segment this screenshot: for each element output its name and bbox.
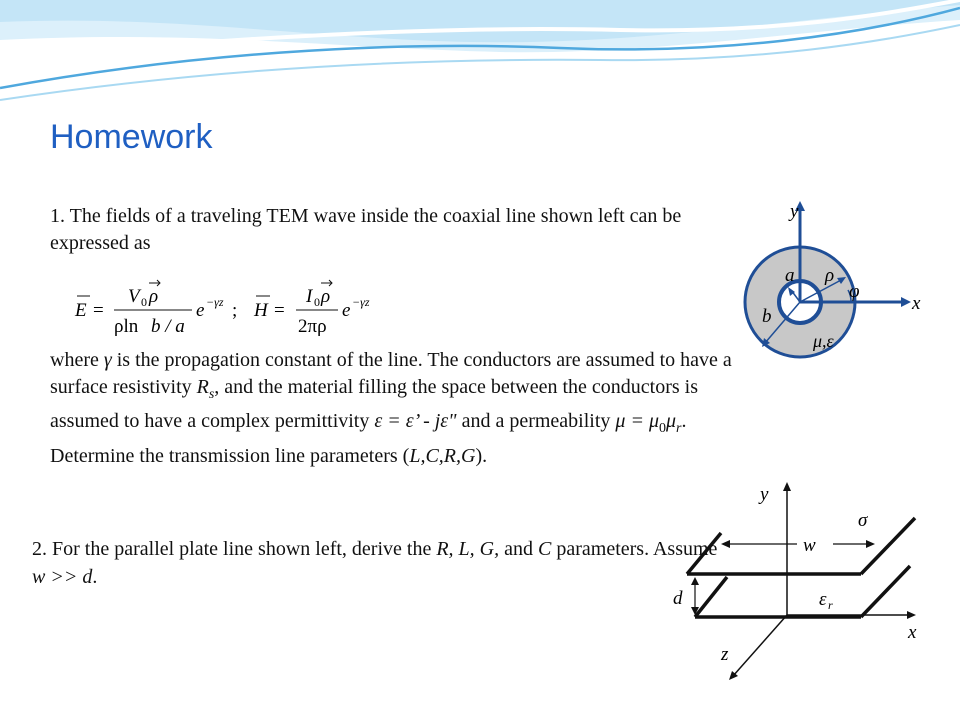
material-label: μ,ε (813, 331, 834, 351)
exponent-h: −γz (352, 295, 370, 309)
exponential: e (196, 300, 205, 321)
rho-label: ρ (825, 265, 835, 286)
rs-subscript: s (208, 386, 215, 402)
coaxial-line-diagram (735, 195, 935, 370)
e-symbol: E (75, 300, 87, 321)
coax-y-label: y (790, 201, 799, 222)
text-problem2-start: 2. For the parallel plate line shown left, derive the (32, 538, 437, 560)
text-close-paren: ). (475, 444, 488, 467)
page-title: Homework (50, 118, 213, 156)
plate-x-label: x (908, 622, 917, 643)
plate-z-axis (733, 615, 787, 676)
two-pi-rho-denominator: 2πρ (298, 316, 327, 337)
equals-sign: = (93, 300, 104, 321)
coax-x-label: x (912, 293, 921, 314)
permeability-expression: μ = μ (615, 410, 659, 432)
rho-numerator: ρ (149, 286, 159, 307)
text-assume: parameters. Assume (551, 538, 718, 560)
w-much-greater-d: w >> d (32, 566, 93, 588)
text-material: , and the material filling the space between the conductors is assumed to have a complex permittivity (50, 375, 699, 432)
mu-r-subscript: r (676, 421, 682, 436)
v0-symbol: V (128, 286, 140, 307)
lcrg-parameters: L,C,R,G (409, 444, 476, 467)
rs-symbol: R (196, 375, 209, 398)
width-label: w (803, 535, 816, 556)
conductivity-label: σ (858, 510, 868, 531)
v0-subscript: 0 (141, 295, 147, 309)
gamma-symbol: γ (103, 349, 112, 371)
text-propagation: is the propagation constant of the line. The conductors are assumed to have a surface resistivity (50, 349, 732, 398)
text-determine: . Determine the transmission line parameters ( (50, 410, 687, 467)
problem-1-intro: 1. The fields of a traveling TEM wave inside the coaxial line shown left can be expressed as (50, 205, 682, 254)
outer-radius-label: b (762, 306, 772, 327)
rlg-parameters: R, L, G, (436, 538, 500, 560)
text-period: . (92, 566, 98, 588)
plate-y-label: y (760, 484, 769, 505)
rho-ln-denominator: ρln (114, 316, 139, 337)
permittivity-expression: ε = ε’ - jε" (374, 410, 457, 432)
text-and: and (499, 538, 539, 560)
header-wave-decoration (0, 0, 960, 120)
magnetic-field-equation (253, 280, 370, 337)
inner-radius-label: a (785, 265, 795, 286)
h-symbol: H (254, 300, 268, 321)
top-plate (687, 518, 915, 574)
mu-r-symbol: μ (665, 410, 677, 432)
phi-label: φ (849, 281, 860, 302)
parallel-plate-diagram (665, 478, 935, 683)
relative-permittivity-label: ε (819, 589, 827, 610)
electric-field-equation (74, 280, 237, 337)
plate-z-label: z (721, 644, 729, 665)
text-where: where (50, 349, 104, 371)
field-equations (60, 272, 380, 344)
relative-permittivity-subscript: r (828, 598, 833, 612)
semicolon: ; (232, 300, 238, 321)
separation-label: d (673, 588, 683, 609)
problem-1-body (50, 347, 750, 469)
b-over-a: b / a (151, 316, 185, 337)
rho-numerator-h: ρ (321, 286, 331, 307)
c-parameter: C (538, 538, 552, 560)
mu0-subscript: 0 (658, 421, 666, 436)
equals-sign-h: = (274, 300, 285, 321)
problem-2 (32, 535, 732, 591)
exponent: −γz (206, 295, 224, 309)
i0-subscript: 0 (314, 295, 320, 309)
exponential-h: e (342, 300, 351, 321)
i0-symbol: I (306, 286, 313, 307)
text-permeability: and a permeability (456, 410, 616, 432)
